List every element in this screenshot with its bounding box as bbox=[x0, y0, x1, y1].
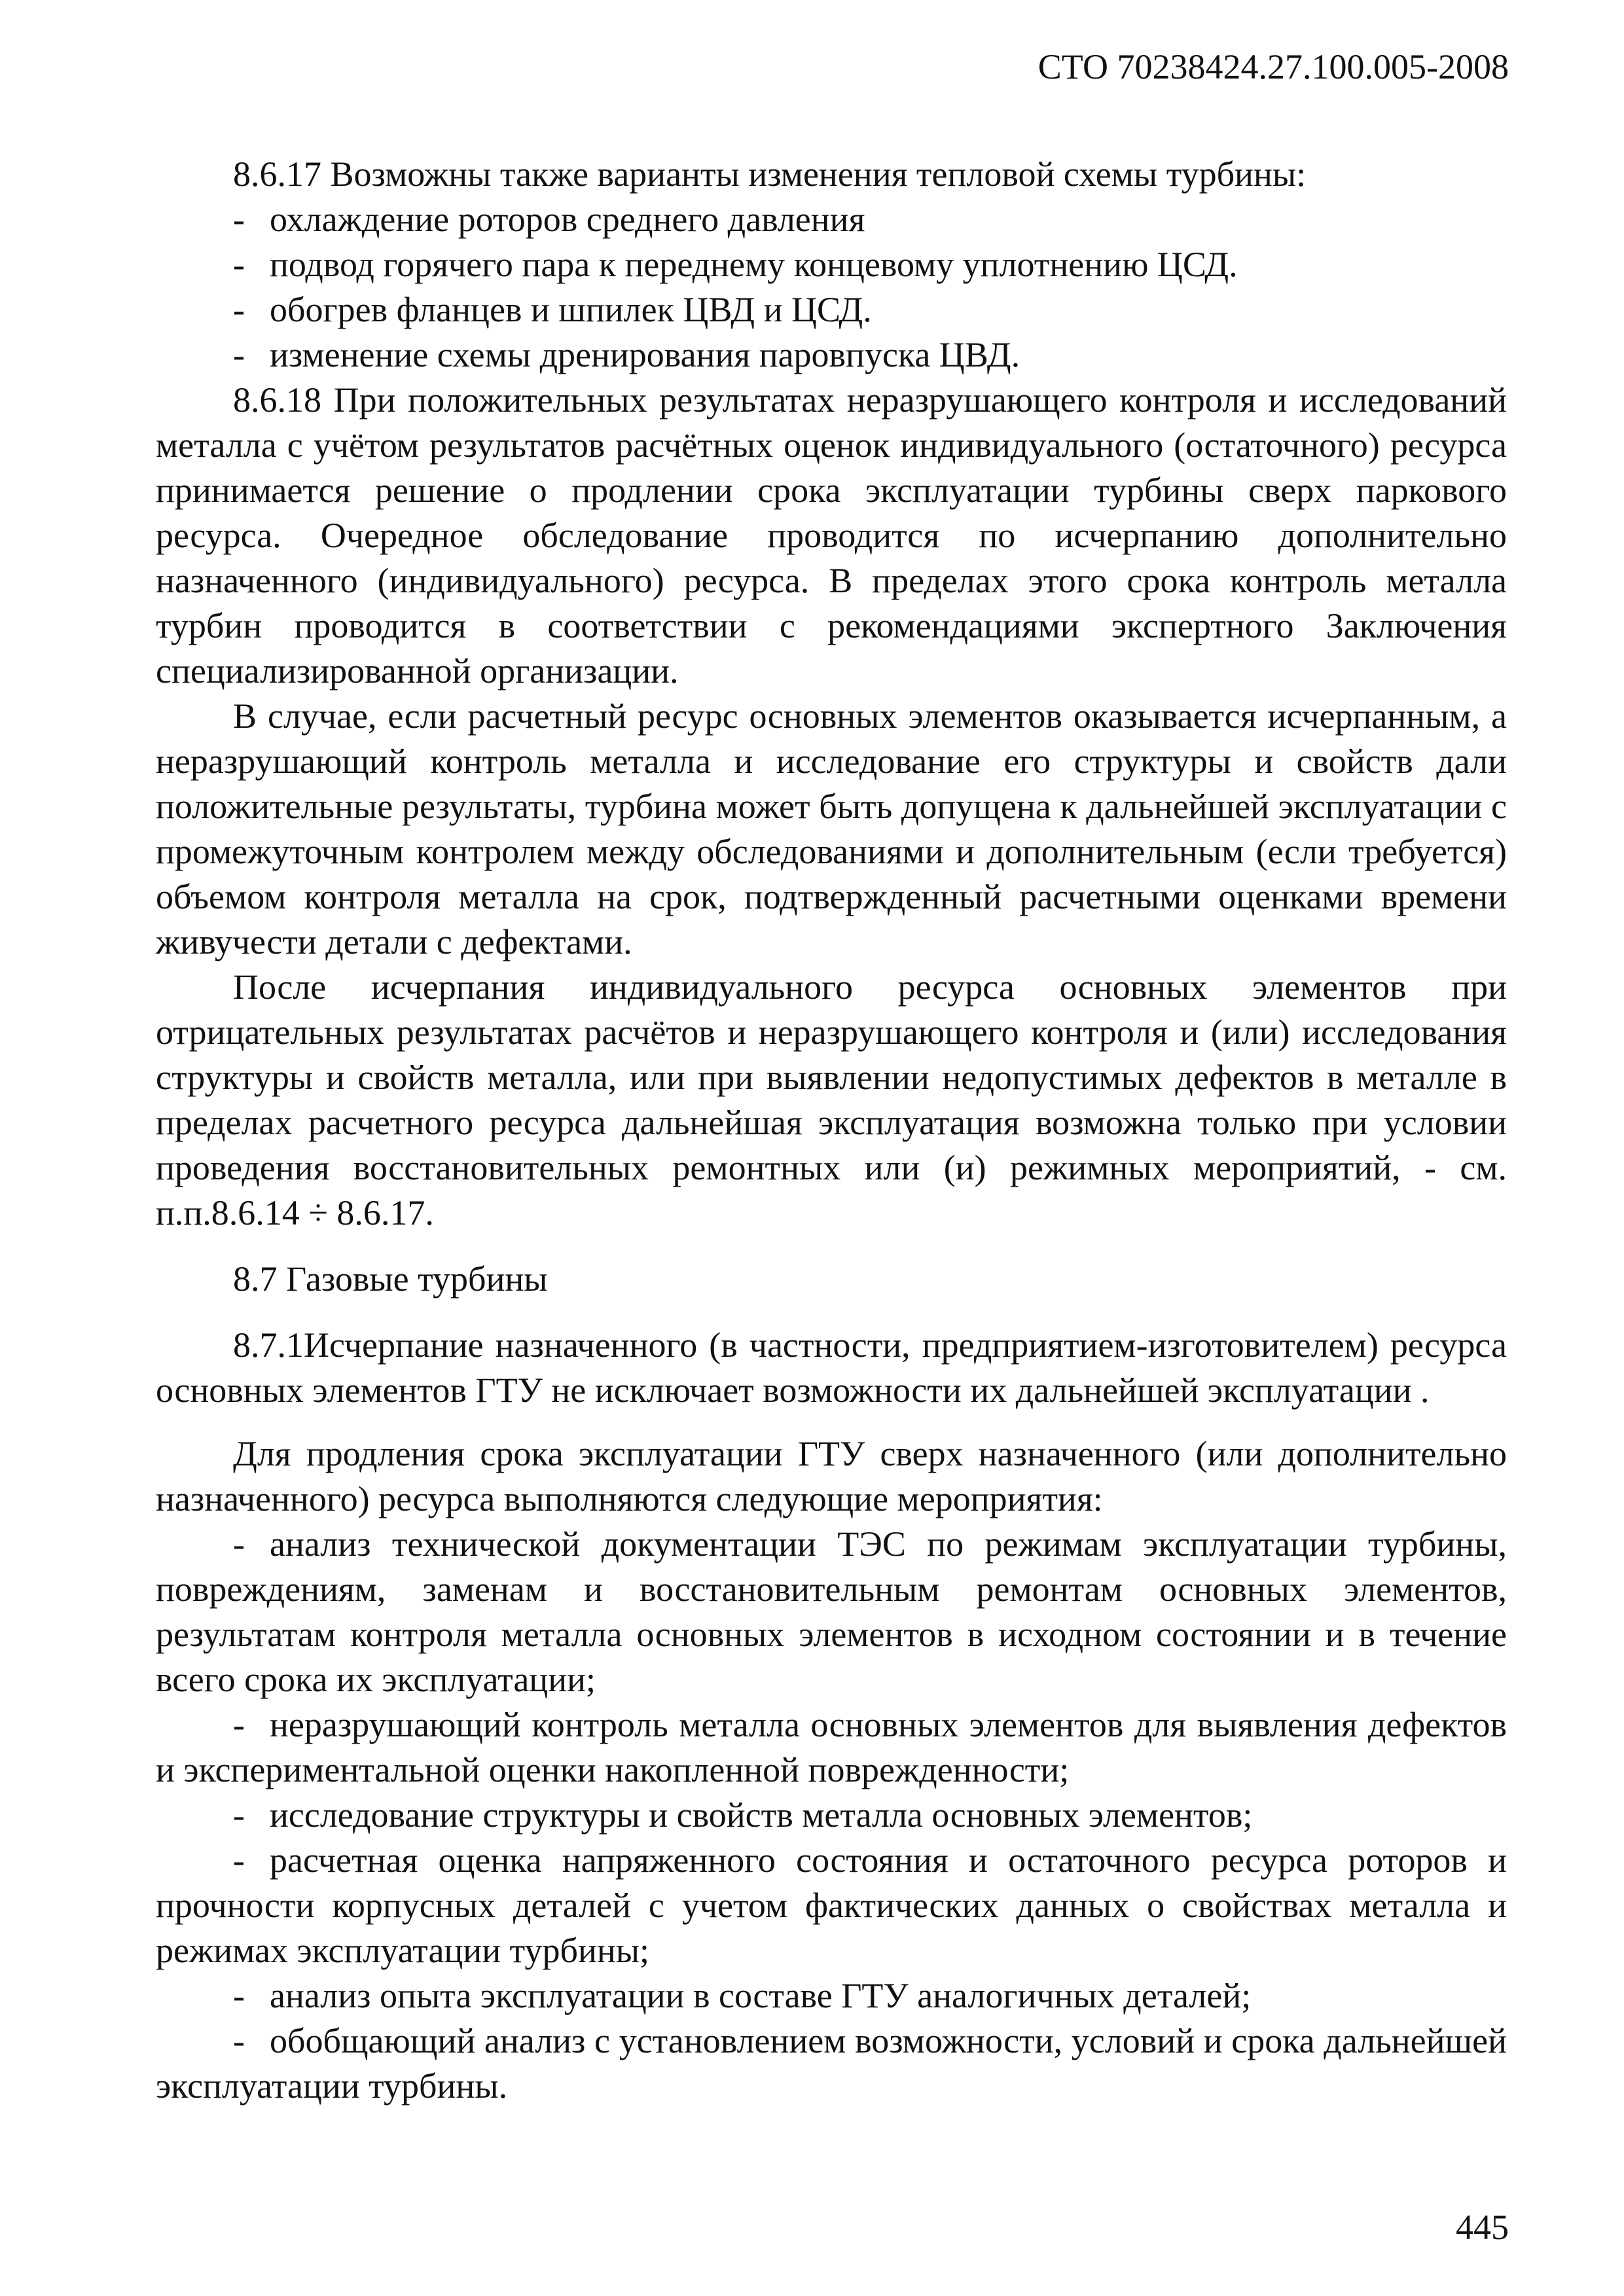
document-code-header: СТО 70238424.27.100.005-2008 bbox=[1038, 47, 1509, 86]
paragraph-resource-exhausted: В случае, если расчетный ресурс основных элементов оказывается исчерпанным, а неразрушающий контроль металла и исследование его структуры и свойств дали положительные результаты, турбина может быть допущена к дальнейшей эксплуатации с промежуточным контролем между обследованиями и дополнительным (если требуется) объемом контроля металла на срок, подтвержденный расчетными оценками времени живучести детали с дефектами. bbox=[156, 696, 1507, 961]
list-item: - обогрев фланцев и шпилек ЦВД и ЦСД. bbox=[156, 287, 1507, 332]
list-dash: - bbox=[233, 245, 245, 284]
list-dash: - bbox=[233, 1840, 245, 1880]
list-item: - анализ технической документации ТЭС по режимам эксплуатации турбины, повреждениям, заменам и восстановительным ремонтам основных элементов, результатам контроля металла основных элементов в исходном состоянии и в течение всего срока их эксплуатации; bbox=[156, 1522, 1507, 1702]
paragraph-extension-measures: Для продления срока эксплуатации ГТУ сверх назначенного (или дополнительно назначенного) ресурса выполняются следующие мероприятия: bbox=[156, 1434, 1507, 1518]
document-body bbox=[156, 152, 1507, 2109]
list-dash: - bbox=[233, 2021, 245, 2060]
paragraph-8-6-18: 8.6.18 При положительных результатах неразрушающего контроля и исследований металла с учётом результатов расчётных оценок индивидуального (остаточного) ресурса принимается решение о продлении срока эксплуатации турбины сверх паркового ресурса. Очередное обследование проводится по исчерпанию дополнительно назначенного (индивидуального) ресурса. В пределах этого срока контроль металла турбин проводится в соответствии с рекомендациями экспертного Заключения специализированной организации. bbox=[156, 380, 1507, 691]
list-item: - анализ опыта эксплуатации в составе ГТУ аналогичных деталей; bbox=[156, 1973, 1507, 2018]
list-dash: - bbox=[233, 1705, 245, 1744]
list-dash: - bbox=[233, 335, 245, 374]
list-dash: - bbox=[233, 1795, 245, 1835]
section-heading-8-7: 8.7 Газовые турбины bbox=[233, 1259, 548, 1299]
list-dash: - bbox=[233, 1524, 245, 1564]
page-number: 445 bbox=[1456, 2208, 1509, 2247]
paragraph-after-exhaustion: После исчерпания индивидуального ресурса основных элементов при отрицательных результатах расчётов и неразрушающего контроля и (или) исследования структуры и свойств металла, или при выявлении недопустимых дефектов в металле в пределах расчетного ресурса дальнейшая эксплуатация возможна только при условии проведения восстановительных ремонтных или (и) режимных мероприятий, - см. п.п.8.6.14 ÷ 8.6.17. bbox=[156, 967, 1507, 1232]
list-item: - подвод горячего пара к переднему концевому уплотнению ЦСД. bbox=[156, 242, 1507, 287]
list-item: - охлаждение роторов среднего давления bbox=[156, 197, 1507, 242]
list-dash: - bbox=[233, 1976, 245, 2015]
paragraph-8-6-17: 8.6.17 Возможны также варианты изменения тепловой схемы турбины: bbox=[233, 154, 1307, 194]
list-dash: - bbox=[233, 290, 245, 329]
list-dash: - bbox=[233, 200, 245, 239]
paragraph-8-7-1: 8.7.1Исчерпание назначенного (в частности, предприятием-изготовителем) ресурса основных элементов ГТУ не исключает возможности их дальнейшей эксплуатации . bbox=[156, 1325, 1507, 1410]
list-item: - исследование структуры и свойств металла основных элементов; bbox=[156, 1793, 1507, 1838]
list-item: - обобщающий анализ с установлением возможности, условий и срока дальнейшей эксплуатации турбины. bbox=[156, 2018, 1507, 2109]
list-item: - неразрушающий контроль металла основных элементов для выявления дефектов и экспериментальной оценки накопленной поврежденности; bbox=[156, 1702, 1507, 1793]
list-item: - расчетная оценка напряженного состояния и остаточного ресурса роторов и прочности корпусных деталей с учетом фактических данных о свойствах металла и режимах эксплуатации турбины; bbox=[156, 1838, 1507, 1973]
list-item: - изменение схемы дренирования паровпуска ЦВД. bbox=[156, 332, 1507, 378]
